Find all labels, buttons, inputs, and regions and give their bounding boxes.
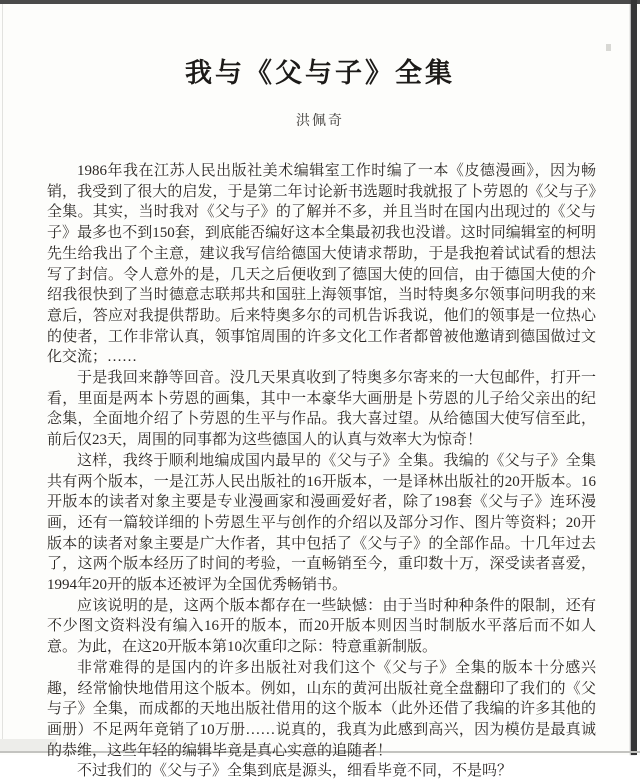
paragraph: 于是我回来静等回音。没几天果真收到了特奥多尔寄来的一大包邮件，打开一看，里面是两本卜劳恩的画集，其中一本豪华大画册是卜劳恩的儿子给父亲出的纪念集，全面地介绍了卜劳恩的生平与作品。我大喜过望。从给德国大使写信至此，前后仅23天，周围的同事都为这些德国人的认真与效率大为惊奇！ [47,370,596,449]
page-title: 我与《父与子》全集 [185,58,455,88]
paragraph: 非常难得的是国内的许多出版社对我们这个《父与子》全集的版本十分感兴趣，经常愉快地借用这个版本。例如，山东的黄河出版社竟全盘翻印了我们的《父与子》全集，而成都的天地出版社借用的这个版本（此外还借了我编的许多其他的画册）不足两年竟销了10万册……说真的，我真为此感到高兴，因为模仿是最真诚的恭维，这些年轻的编辑毕竟是真心实意的追随者！ [47,659,596,759]
article-body [47,161,596,782]
paragraph: 1986年我在江苏人民出版社美术编辑室工作时编了一本《皮德漫画》，因为畅销，我受到了很大的启发，于是第二年讨论新书选题时我就报了卜劳恩的《父与子》全集。其实，当时我对《父与子》的了解并不多，并且当时在国内出现过的《父与子》最多也不到150套，到底能否编好这本全集最初我也没谱。这时同编辑室的柯明先生给我出了个主意，建议我写信给德国大使请求帮助，于是我抱着试试看的想法写了封信。令人意外的是，几天之后便收到了德国大使的回信，由于德国大使的介绍我很快到了当时德意志联邦共和国驻上海领事馆，当时特奥多尔领事问明我的来意后，答应对我提供帮助。后来特奥多尔的司机告诉我说，他们的领事是一位热心的使者，工作非常认真，领事馆周围的许多文化工作者都曾被他邀请到德国做过文化交流；…… [47,163,596,366]
paragraph: 这样，我终于顺利地编成国内最早的《父与子》全集。我编的《父与子》全集共有两个版本，一是江苏人民出版社的16开版本，一是译林出版社的20开版本。16开版本的读者对象主要是专业漫画家和漫画爱好者，除了198套《父与子》连环漫画，还有一篇较详细的卜劳恩生平与创作的介绍以及部分习作、图片等资料；20开版本的读者对象主要是广大作者，其中包括了《父与子》的全部作品。十几年过去了，这两个版本经历了时间的考验，一直畅销至今，重印数十万，深受读者喜爱，1994年20开的版本还被评为全国优秀畅销书。 [47,452,596,594]
paragraph: 不过我们的《父与子》全集到底是源头，细看毕竟不同，不是吗？ [77,763,513,780]
author-name: 洪佩奇 [296,114,344,129]
paragraph: 应该说明的是，这两个版本都存在一些缺憾：由于当时种种条件的限制，还有不少图文资料没有编入16开的版本，而20开版本则因当时制版水平落后而不如人意。为此，在这20开版本第10次重印之际：特意重新制版。 [47,597,596,656]
